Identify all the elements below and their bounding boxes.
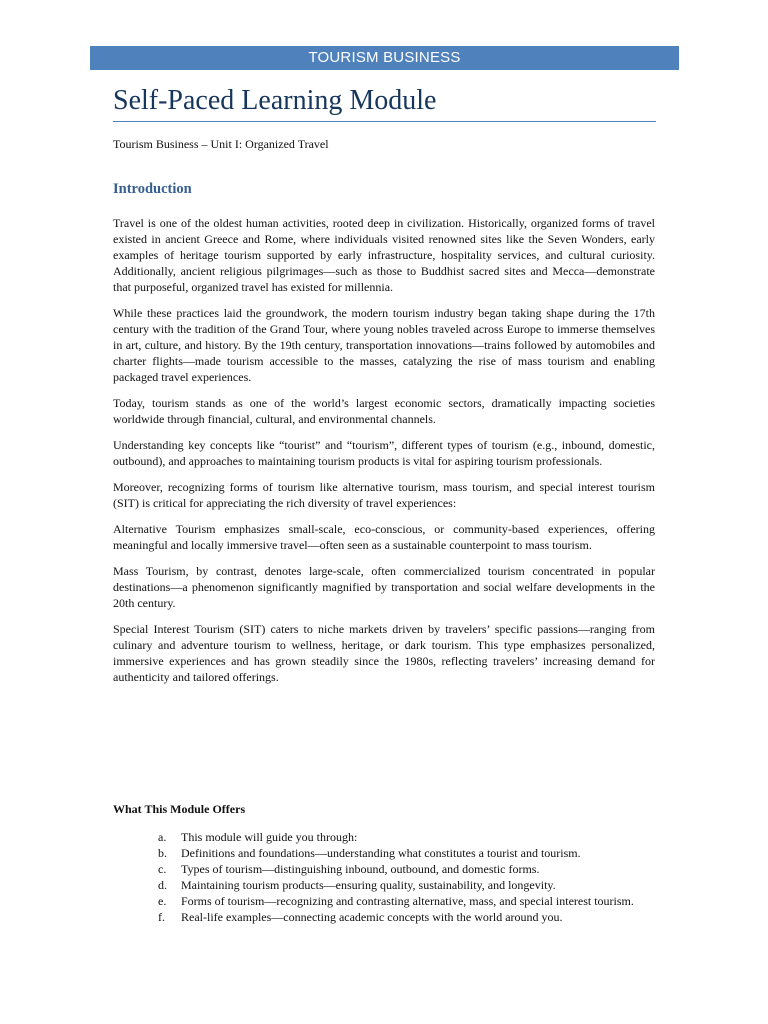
section-heading-module-offers: What This Module Offers xyxy=(113,802,246,816)
paragraph: Moreover, recognizing forms of tourism like alternative tourism, mass tourism, and special interest tourism (SIT) is critical for appreciating the rich diversity of travel experiences: xyxy=(113,480,655,510)
list-item xyxy=(113,877,655,893)
list-marker: f. xyxy=(158,910,165,924)
list-item xyxy=(113,893,655,909)
list-item xyxy=(113,909,655,925)
list-marker: c. xyxy=(158,862,167,876)
title-divider xyxy=(113,121,656,122)
list-item-text: Forms of tourism—recognizing and contrasting alternative, mass, and special interest tourism. xyxy=(181,894,634,908)
page-title: Self-Paced Learning Module xyxy=(113,85,437,116)
list-marker: b. xyxy=(158,846,167,860)
paragraph: While these practices laid the groundwork, the modern tourism industry began taking shape during the 17th century with the tradition of the Grand Tour, where young nobles traveled across Europe to immerse themselves in art, culture, and history. By the 19th century, transportation innovations—trains followed by automobiles and charter flights—made tourism accessible to the masses, catalyzing the rise of mass tourism and enabling packaged travel experiences. xyxy=(113,306,655,384)
paragraph: Travel is one of the oldest human activities, rooted deep in civilization. Historically, organized forms of travel existed in ancient Greece and Rome, where individuals visited renowned sites like the Seven Wonders, early examples of heritage tourism supported by early infrastructure, hospitality services, and cultural curiosity. Additionally, ancient religious pilgrimages—such as those to Buddhist sacred sites and Mecca—demonstrate that purposeful, organized travel has existed for millennia. xyxy=(113,216,655,294)
list-marker: d. xyxy=(158,878,167,892)
list-item-text: Maintaining tourism products—ensuring quality, sustainability, and longevity. xyxy=(181,878,556,892)
list-item xyxy=(113,861,655,877)
list-item xyxy=(113,845,655,861)
list-item-text: Definitions and foundations—understanding what constitutes a tourist and tourism. xyxy=(181,846,581,860)
list-marker: a. xyxy=(158,830,167,844)
paragraph: Today, tourism stands as one of the world’s largest economic sectors, dramatically impacting societies worldwide through financial, cultural, and environmental channels. xyxy=(113,396,655,426)
module-offers-list xyxy=(113,829,655,925)
list-item-text: Types of tourism—distinguishing inbound, outbound, and domestic forms. xyxy=(181,862,540,876)
section-heading-introduction: Introduction xyxy=(113,181,192,197)
header-banner: TOURISM BUSINESS xyxy=(90,46,679,70)
paragraph: Special Interest Tourism (SIT) caters to niche markets driven by travelers’ specific passions—ranging from culinary and adventure tourism to wellness, heritage, or dark tourism. This type emphasizes personalized, immersive experiences and has grown steadily since the 1980s, reflecting travelers’ increasing demand for authenticity and tailored offerings. xyxy=(113,622,655,684)
introduction-body xyxy=(113,215,655,695)
list-item-text: This module will guide you through: xyxy=(181,830,358,844)
list-item xyxy=(113,829,655,845)
list-marker: e. xyxy=(158,894,167,908)
paragraph: Alternative Tourism emphasizes small-scale, eco-conscious, or community-based experiences, offering meaningful and locally immersive travel—often seen as a sustainable counterpoint to mass tourism. xyxy=(113,522,655,552)
paragraph: Understanding key concepts like “tourist” and “tourism”, different types of tourism (e.g., inbound, domestic, outbound), and approaches to maintaining tourism products is vital for aspiring tourism professionals. xyxy=(113,438,655,468)
paragraph: Mass Tourism, by contrast, denotes large-scale, often commercialized tourism concentrated in popular destinations—a phenomenon significantly magnified by transportation and social welfare developments in the 20th century. xyxy=(113,564,655,610)
list-item-text: Real-life examples—connecting academic concepts with the world around you. xyxy=(181,910,563,924)
page-subtitle: Tourism Business – Unit I: Organized Travel xyxy=(113,137,329,151)
